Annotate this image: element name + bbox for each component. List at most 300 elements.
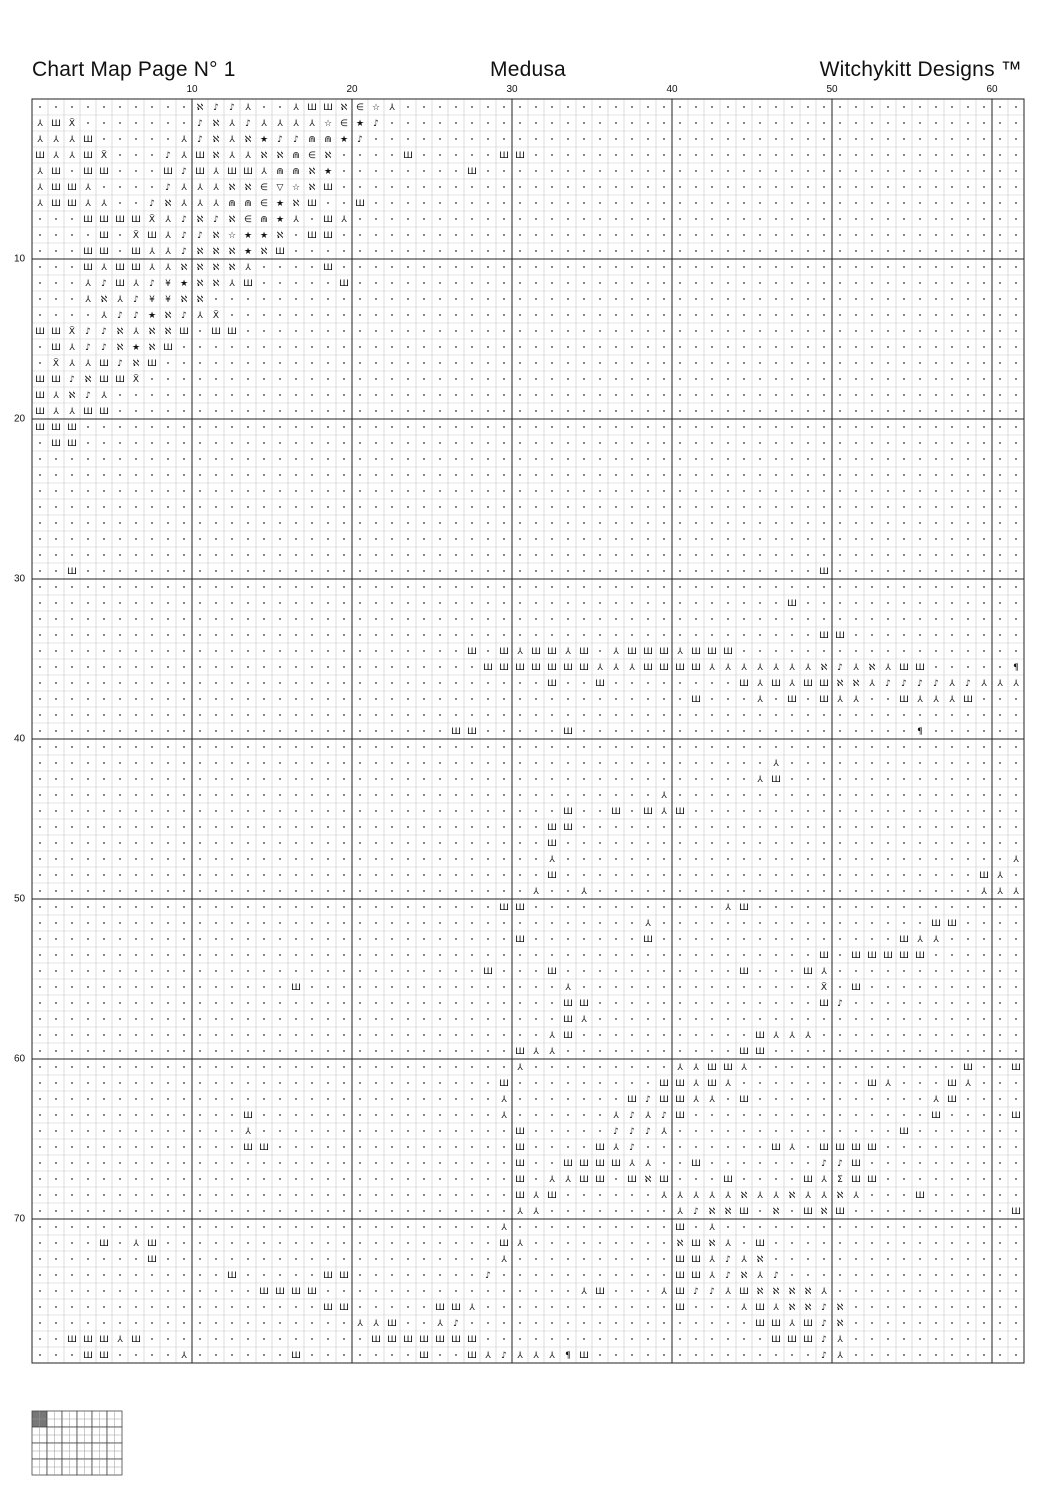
stitch-symbol: Ш [499,151,509,162]
stitch-symbol: ⅄ [229,135,235,146]
stitch-symbol: ℵ [788,1191,796,1202]
stitch-symbol: ⅄ [789,1031,795,1042]
stitch-symbol: Ш [819,1143,829,1154]
stitch-symbol: ℵ [212,247,220,258]
stitch-symbol: Ш [323,215,333,226]
stitch-symbol: ⅄ [693,1063,699,1074]
stitch-symbol: Ш [691,663,701,674]
stitch-symbol: Ш [163,167,173,178]
stitch-symbol: ⅄ [821,1175,827,1186]
stitch-symbol: ♪ [181,231,187,242]
stitch-symbol: ⅄ [821,967,827,978]
stitch-symbol: ℵ [68,391,76,402]
stitch-symbol: ⅄ [725,903,731,914]
stitch-symbol: Ш [675,1255,685,1266]
stitch-symbol: ⅄ [613,1143,619,1154]
stitch-symbol: ℵ [196,295,204,306]
stitch-symbol: ⅄ [645,919,651,930]
stitch-symbol: Ш [899,935,909,946]
stitch-symbol: ⅄ [213,199,219,210]
stitch-symbol: ★ [275,215,285,226]
stitch-symbol: Ш [563,1015,573,1026]
stitch-symbol: ℵ [196,263,204,274]
stitch-symbol: ⅄ [245,1127,251,1138]
stitch-symbol: ⅄ [69,407,75,418]
stitch-symbol: Ш [851,983,861,994]
stitch-symbol: ⅄ [533,1207,539,1218]
stitch-symbol: ⅄ [213,183,219,194]
stitch-symbol: ♪ [133,311,139,322]
stitch-symbol: Ш [755,1319,765,1330]
stitch-symbol: Ш [99,231,109,242]
stitch-symbol: Ш [595,1175,605,1186]
stitch-symbol: ♪ [181,247,187,258]
stitch-symbol: ⅄ [37,135,43,146]
stitch-symbol: Ш [659,1079,669,1090]
stitch-symbol: ℵ [820,1207,828,1218]
stitch-symbol: ⅄ [101,391,107,402]
stitch-symbol: Ш [179,327,189,338]
stitch-symbol: Ш [659,1175,669,1186]
stitch-symbol: Ш [627,1095,637,1106]
stitch-symbol: ℵ [180,295,188,306]
stitch-symbol: ⅄ [661,1287,667,1298]
stitch-symbol: ⅄ [565,647,571,658]
stitch-symbol: Ш [595,1159,605,1170]
column-number: 60 [986,84,998,95]
stitch-symbol: Ш [739,1095,749,1106]
stitch-symbol: Ш [915,951,925,962]
stitch-symbol: ⅄ [677,1207,683,1218]
stitch-symbol: ⅄ [917,935,923,946]
stitch-symbol: ⅄ [501,1223,507,1234]
stitch-symbol: ℵ [196,247,204,258]
stitch-symbol: Ш [515,1191,525,1202]
stitch-symbol: ℵ [196,103,204,114]
stitch-symbol: ⅄ [437,1319,443,1330]
stitch-symbol: Ш [819,695,829,706]
stitch-symbol: ♪ [101,279,107,290]
stitch-symbol: ⅄ [181,135,187,146]
stitch-symbol: ⅄ [773,759,779,770]
stitch-symbol: ⋒ [324,135,332,146]
stitch-symbol: Ш [339,279,349,290]
stitch-symbol: Ш [515,1047,525,1058]
stitch-symbol: Ш [867,1079,877,1090]
stitch-symbol: Ш [195,151,205,162]
stitch-symbol: ℵ [324,151,332,162]
stitch-symbol: Ш [451,727,461,738]
stitch-symbol: ⅄ [837,1335,843,1346]
stitch-symbol: ⅄ [469,1303,475,1314]
stitch-symbol: Ш [307,103,317,114]
stitch-symbol: Ш [835,1207,845,1218]
stitch-symbol: ⅄ [101,311,107,322]
stitch-symbol: ⅄ [949,679,955,690]
stitch-symbol: ♪ [933,679,939,690]
stitch-symbol: ⅄ [725,663,731,674]
stitch-symbol: Ш [675,663,685,674]
stitch-symbol: ⅄ [629,663,635,674]
stitch-symbol: Ш [51,423,61,434]
stitch-symbol: Ш [643,807,653,818]
stitch-symbol: ⅄ [549,855,555,866]
stitch-symbol: Ẍ [212,311,220,322]
stitch-symbol: Ш [803,679,813,690]
stitch-symbol: Ш [675,1111,685,1122]
stitch-symbol: ℵ [676,1239,684,1250]
stitch-symbol: ♪ [149,199,155,210]
stitch-symbol: ⅄ [341,215,347,226]
stitch-symbol: Ш [499,1079,509,1090]
stitch-symbol: ¶ [917,727,923,738]
stitch-symbol: Ш [803,967,813,978]
stitch-symbol: ℵ [100,295,108,306]
stitch-symbol: ♪ [117,359,123,370]
stitch-symbol: ℵ [724,1207,732,1218]
stitch-symbol: Ш [35,423,45,434]
stitch-symbol: Ш [275,1287,285,1298]
stitch-symbol: Ш [835,1143,845,1154]
stitch-symbol: Ш [787,695,797,706]
stitch-symbol: ⅄ [261,167,267,178]
stitch-symbol: Ш [339,1303,349,1314]
stitch-symbol: Ш [803,1207,813,1218]
stitch-symbol: Ш [467,647,477,658]
stitch-symbol: Ш [547,1191,557,1202]
stitch-symbol: Ш [499,1239,509,1250]
stitch-symbol: ♪ [85,327,91,338]
stitch-symbol: ℵ [340,103,348,114]
column-number: 40 [666,84,678,95]
stitch-symbol: Ш [515,663,525,674]
stitch-symbol: ⋒ [308,135,316,146]
stitch-symbol: Ш [819,999,829,1010]
stitch-symbol: ⅄ [661,1191,667,1202]
stitch-symbol: Ʃ [837,1175,843,1186]
stitch-symbol: ⅄ [245,103,251,114]
stitch-symbol: Ш [451,1303,461,1314]
stitch-symbol: ♪ [101,327,107,338]
stitch-symbol: ♪ [885,679,891,690]
stitch-symbol: ⅄ [581,887,587,898]
stitch-symbol: Ш [707,1079,717,1090]
chart-page-title: Chart Map Page N° 1 [32,58,236,81]
stitch-symbol: ⅄ [965,1079,971,1090]
stitch-symbol: Ш [899,695,909,706]
stitch-symbol: Ш [803,1335,813,1346]
stitch-symbol: Ш [931,919,941,930]
stitch-symbol: Ш [355,199,365,210]
stitch-symbol: Ш [675,1303,685,1314]
stitch-symbol: ☆ [291,183,301,194]
stitch-symbol: ⅄ [501,1111,507,1122]
stitch-symbol: ♪ [277,135,283,146]
stitch-symbol: ⅄ [165,247,171,258]
stitch-symbol: Ш [115,263,125,274]
stitch-symbol: Ш [659,1095,669,1106]
stitch-symbol: Ш [323,1303,333,1314]
stitch-symbol: Ш [227,327,237,338]
stitch-symbol: Ш [947,1095,957,1106]
stitch-symbol: ♪ [245,119,251,130]
stitch-symbol: Ш [595,1287,605,1298]
stitch-symbol: Ш [195,167,205,178]
stitch-symbol: ⅄ [197,199,203,210]
stitch-symbol: Ш [947,919,957,930]
stitch-symbol: ℵ [164,199,172,210]
stitch-symbol: Ш [51,375,61,386]
stitch-symbol: ℵ [644,1175,652,1186]
stitch-symbol: ♪ [165,183,171,194]
stitch-symbol: Ш [483,967,493,978]
stitch-symbol: ⅄ [197,183,203,194]
stitch-symbol: ℵ [164,327,172,338]
stitch-symbol: Ш [99,167,109,178]
stitch-symbol: Ш [579,999,589,1010]
stitch-symbol: ⅄ [709,1223,715,1234]
stitch-symbol: ℵ [756,1287,764,1298]
stitch-symbol: ⅄ [725,1079,731,1090]
stitch-symbol: ⅄ [549,1351,555,1362]
stitch-symbol: ♪ [213,215,219,226]
stitch-symbol: Ш [99,1239,109,1250]
stitch-symbol: ⅄ [309,119,315,130]
column-number: 10 [186,84,198,95]
stitch-symbol: ☆ [371,103,381,114]
stitch-symbol: Ш [147,359,157,370]
stitch-symbol: ♪ [629,1127,635,1138]
stitch-symbol: Ш [851,1159,861,1170]
stitch-symbol: Ш [371,1335,381,1346]
stitch-symbol: ♪ [85,391,91,402]
stitch-symbol: Ш [595,679,605,690]
stitch-symbol: ♪ [133,295,139,306]
stitch-symbol: Ш [115,279,125,290]
stitch-symbol: ⅄ [517,1351,523,1362]
stitch-symbol: Ш [803,1175,813,1186]
stitch-symbol: Ш [67,199,77,210]
stitch-symbol: ★ [259,231,269,242]
stitch-symbol: ℵ [820,663,828,674]
stitch-symbol: ⅄ [517,647,523,658]
stitch-symbol: Ш [563,823,573,834]
stitch-symbol: Ш [243,279,253,290]
stitch-symbol: ℵ [212,279,220,290]
stitch-symbol: Ш [67,1335,77,1346]
stitch-symbol: ⅄ [581,1015,587,1026]
stitch-symbol: ♪ [821,1351,827,1362]
stitch-symbol: Ш [819,631,829,642]
stitch-symbol: ⅄ [565,1175,571,1186]
stitch-symbol: Ш [803,1319,813,1330]
stitch-symbol: ⅄ [37,183,43,194]
stitch-symbol: ⅄ [725,1191,731,1202]
stitch-symbol: ⅄ [805,663,811,674]
stitch-symbol: ♪ [453,1319,459,1330]
stitch-symbol: Ш [707,647,717,658]
stitch-symbol: Ш [819,679,829,690]
stitch-symbol: ⋒ [260,215,268,226]
stitch-symbol: ♪ [917,679,923,690]
stitch-symbol: ♪ [181,215,187,226]
stitch-symbol: Ш [771,1319,781,1330]
stitch-symbol: Ш [963,695,973,706]
stitch-symbol: Ш [675,1271,685,1282]
stitch-symbol: Ш [83,215,93,226]
stitch-symbol: ⅄ [789,1319,795,1330]
stitch-symbol: ⅄ [101,199,107,210]
stitch-symbol: ⅄ [933,695,939,706]
row-number: 10 [14,253,26,265]
stitch-symbol: Ш [99,359,109,370]
stitch-symbol: Ш [515,935,525,946]
stitch-symbol: ⅄ [69,359,75,370]
stitch-symbol: ♪ [773,1271,779,1282]
stitch-symbol: ⅄ [149,263,155,274]
stitch-symbol: ℵ [756,1255,764,1266]
stitch-symbol: Ш [851,1175,861,1186]
stitch-symbol: ¶ [1013,663,1019,674]
stitch-symbol: ⅄ [725,1287,731,1298]
stitch-symbol: Ш [419,1351,429,1362]
stitch-symbol: Ш [99,407,109,418]
stitch-symbol: Ш [211,327,221,338]
stitch-symbol: ⅄ [117,1335,123,1346]
stitch-symbol: Ш [67,439,77,450]
stitch-symbol: Ш [403,151,413,162]
stitch-symbol: ⅄ [389,103,395,114]
stitch-symbol: Ш [419,1335,429,1346]
stitch-symbol: ⅄ [821,1191,827,1202]
stitch-symbol: ∈ [356,103,364,114]
stitch-symbol: Ш [723,1175,733,1186]
stitch-symbol: ℵ [292,199,300,210]
stitch-symbol: Ш [947,1079,957,1090]
stitch-symbol: Ш [35,391,45,402]
stitch-symbol: ♪ [725,1271,731,1282]
stitch-symbol: ℵ [228,215,236,226]
stitch-symbol: ♪ [821,1335,827,1346]
stitch-symbol: Ш [83,151,93,162]
stitch-symbol: Ш [643,935,653,946]
stitch-symbol: ⅄ [133,327,139,338]
stitch-symbol: ℵ [212,151,220,162]
stitch-symbol: ⅄ [101,263,107,274]
stitch-symbol: ⅄ [821,1287,827,1298]
stitch-symbol: Ш [499,663,509,674]
stitch-symbol: Ш [691,1255,701,1266]
stitch-symbol: ★ [275,199,285,210]
stitch-symbol: Ẍ [820,983,828,994]
stitch-symbol: Ш [291,983,301,994]
stitch-symbol: ★ [259,135,269,146]
stitch-symbol: ⅄ [613,663,619,674]
stitch-symbol: ♪ [213,103,219,114]
stitch-symbol: Ш [531,647,541,658]
stitch-symbol: ⅄ [261,119,267,130]
stitch-symbol: ⅄ [277,119,283,130]
stitch-symbol: Ш [739,1207,749,1218]
stitch-symbol: ⅄ [501,1255,507,1266]
stitch-symbol: Ш [323,263,333,274]
stitch-symbol: Ш [307,199,317,210]
stitch-symbol: ⅄ [53,151,59,162]
stitch-symbol: ℵ [308,183,316,194]
stitch-symbol: ⅄ [789,679,795,690]
stitch-symbol: Ш [291,1287,301,1298]
stitch-symbol: Ш [467,167,477,178]
stitch-symbol: ℵ [852,679,860,690]
row-number: 50 [14,893,26,905]
stitch-symbol: ¥ [165,279,171,290]
stitch-symbol: Ш [307,231,317,242]
stitch-symbol: ⅄ [245,263,251,274]
row-number: 20 [14,413,26,425]
stitch-symbol: ★ [147,311,157,322]
page-map-thumbnail [31,1410,125,1476]
stitch-symbol: ⅄ [997,871,1003,882]
stitch-symbol: ⅄ [149,247,155,258]
stitch-symbol: Ш [915,663,925,674]
stitch-symbol: ♪ [165,151,171,162]
stitch-symbol: Ш [99,375,109,386]
stitch-symbol: ℵ [116,327,124,338]
stitch-symbol: Ш [83,247,93,258]
stitch-symbol: Ш [515,1127,525,1138]
stitch-symbol: Ш [499,647,509,658]
stitch-symbol: ⅄ [789,663,795,674]
stitch-symbol: ⅄ [709,1255,715,1266]
stitch-symbol: ⅄ [885,663,891,674]
stitch-symbol: Ẍ [52,359,60,370]
stitch-symbol: Ш [787,1335,797,1346]
stitch-symbol: Ш [467,1351,477,1362]
stitch-symbol: ⅄ [549,1031,555,1042]
stitch-symbol: Ш [579,1351,589,1362]
stitch-symbol: Ш [51,439,61,450]
stitch-symbol: Ш [227,167,237,178]
stitch-symbol: ⅄ [885,1079,891,1090]
stitch-symbol: ℵ [196,215,204,226]
stitch-symbol: ⅄ [85,295,91,306]
stitch-symbol: ⅄ [757,1271,763,1282]
stitch-symbol: ♪ [837,663,843,674]
stitch-symbol: Ш [579,663,589,674]
stitch-symbol: ⅄ [533,1191,539,1202]
stitch-symbol: ⅄ [853,1191,859,1202]
stitch-symbol: ⅄ [549,1175,555,1186]
stitch-symbol: Ш [515,151,525,162]
stitch-symbol: Ш [579,647,589,658]
stitch-symbol: ⋒ [244,199,252,210]
stitch-symbol: Ш [435,1303,445,1314]
stitch-symbol: Ẍ [132,375,140,386]
stitch-symbol: ⋒ [276,167,284,178]
stitch-symbol: ♪ [645,1127,651,1138]
stitch-symbol: ⅄ [725,1239,731,1250]
stitch-symbol: Ш [403,1335,413,1346]
stitch-symbol: ⅄ [245,151,251,162]
stitch-symbol: ⅄ [85,279,91,290]
stitch-symbol: ⅄ [645,1159,651,1170]
stitch-symbol: ⅄ [533,1351,539,1362]
stitch-symbol: ⅄ [69,135,75,146]
stitch-symbol: Ш [35,327,45,338]
stitch-symbol: ⅄ [693,1191,699,1202]
stitch-symbol: Ш [115,215,125,226]
stitch-symbol: ℵ [228,247,236,258]
